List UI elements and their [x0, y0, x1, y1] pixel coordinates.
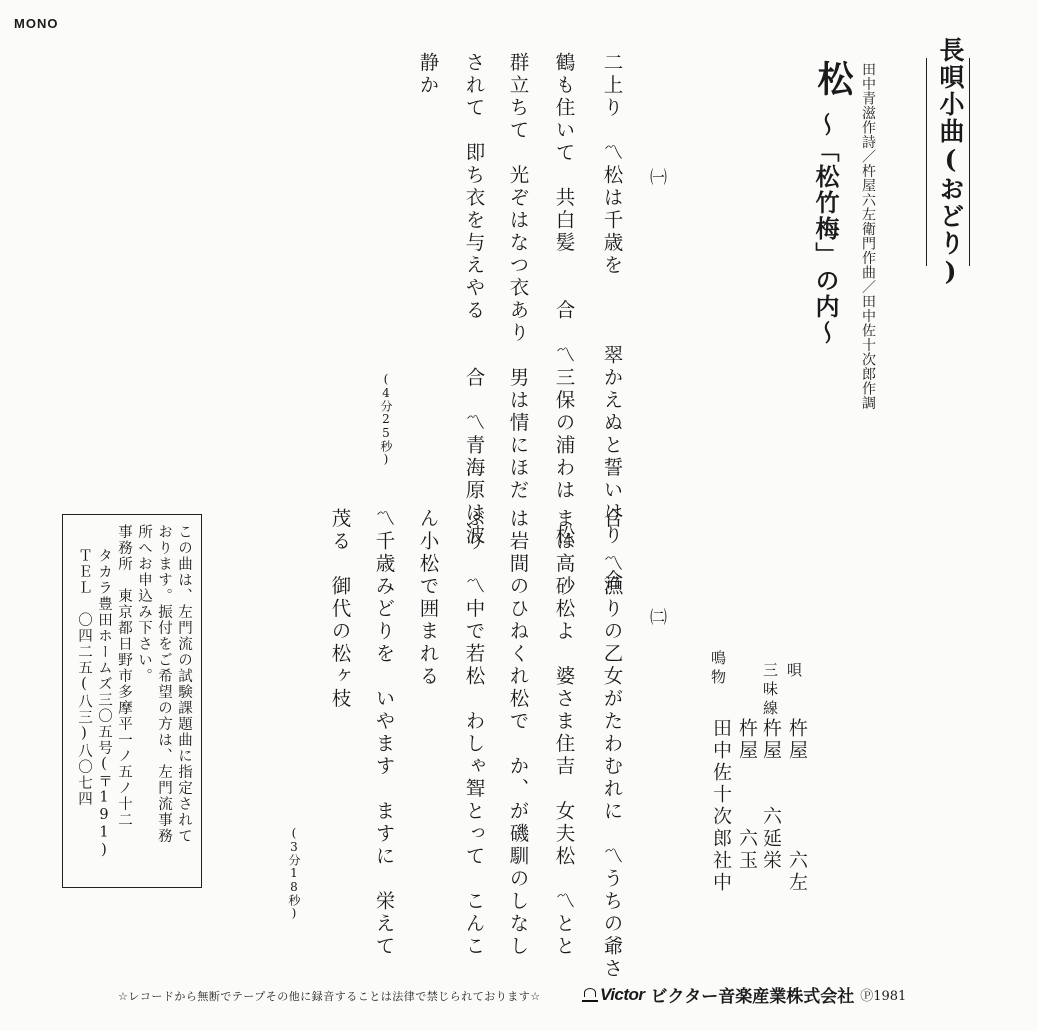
genre-heading: 長唄小曲(おどり)	[936, 36, 965, 288]
section-1-line-1: 二上り 〽松は千歳を 翠かえぬと誓いけり 合	[600, 52, 624, 592]
note-line-1: この曲は、左門流の試験課題曲に指定されて	[176, 524, 192, 844]
performer-name-shamisen-1: 杵屋 六延栄	[760, 718, 782, 872]
mono-label: MONO	[14, 16, 59, 31]
victor-logo-text: Victor	[600, 984, 645, 1004]
note-line-3: 所へお申込み下さい。	[136, 524, 152, 684]
note-line-2: おります。振付をご希望の方は、左門流事務	[156, 524, 172, 844]
section-2-line-2: まは高砂松よ 婆さま住吉 女夫松 〽とと	[552, 508, 576, 958]
note-line-6: ＴＥＬ 〇四二五(八三)八〇七四	[76, 548, 92, 807]
section-2-line-7: 茂る 御代の松ヶ枝	[328, 508, 352, 711]
credits-line: 田中青滋作詩／杵屋六左衛門作曲／田中佐十次郎作調	[860, 62, 876, 410]
victor-logo	[582, 985, 645, 1005]
performer-name-shamisen-2: 杵屋 六玉	[736, 718, 758, 872]
copyright-notice: ☆レコードから無断でテープその他に録音することは法律で禁じられております☆	[118, 990, 541, 1003]
section-2-number: ㈡	[646, 608, 666, 625]
performer-role-vocal: 唄	[785, 662, 803, 681]
performer-role-narimono: 鳴物	[709, 650, 727, 688]
section-2-line-3: は岩間のひねくれ松で か、が磯馴のしなし	[506, 508, 530, 958]
section-2-line-1: 合 〽漁りの乙女がたわむれに 〽うちの爺さ	[600, 508, 624, 981]
section-1-line-2: 鶴も住いて 共白髪 合 〽三保の浦わは 松	[552, 52, 576, 547]
performer-name-narimono: 田中佐十次郎社中	[710, 718, 732, 894]
note-line-5: タカラ豊田ホームズ三〇五号(〒191)	[96, 548, 112, 860]
section-1-duration: (4分25秒)	[379, 372, 393, 466]
section-2-line-5: ん小松で囲まれる	[416, 508, 440, 688]
section-2-duration: (3分18秒)	[287, 826, 301, 920]
section-1-line-4: されて 即ち衣を与えやる 合 〽青海原は波	[462, 52, 486, 547]
section-1-line-3: 群立ちて 光ぞはなつ衣あり 男は情にほだ	[506, 52, 530, 502]
performer-name-vocal: 杵屋 六左	[786, 718, 808, 894]
song-subtitle: 〜「松竹梅」の内〜	[811, 112, 840, 346]
section-1-line-5: 静か	[416, 52, 440, 97]
song-title: 松	[812, 60, 854, 96]
release-year: Ⓟ1981	[860, 989, 907, 1004]
company-name: ビクター音楽産業株式会社	[650, 987, 855, 1007]
note-line-4: 事務所 東京都日野市多摩平一ノ五ノ十二	[116, 524, 132, 828]
victor-mark-icon	[582, 988, 598, 1002]
section-2-line-6: 〽千歳みどりを いやます ますに 栄えて	[372, 508, 396, 958]
section-1-number: ㈠	[646, 168, 666, 185]
section-2-line-4: ぶり 〽中で若松 わしゃ聟とって こんこ	[462, 508, 486, 958]
publisher-credit	[582, 982, 906, 1007]
performer-role-shamisen: 三味線	[761, 662, 779, 719]
